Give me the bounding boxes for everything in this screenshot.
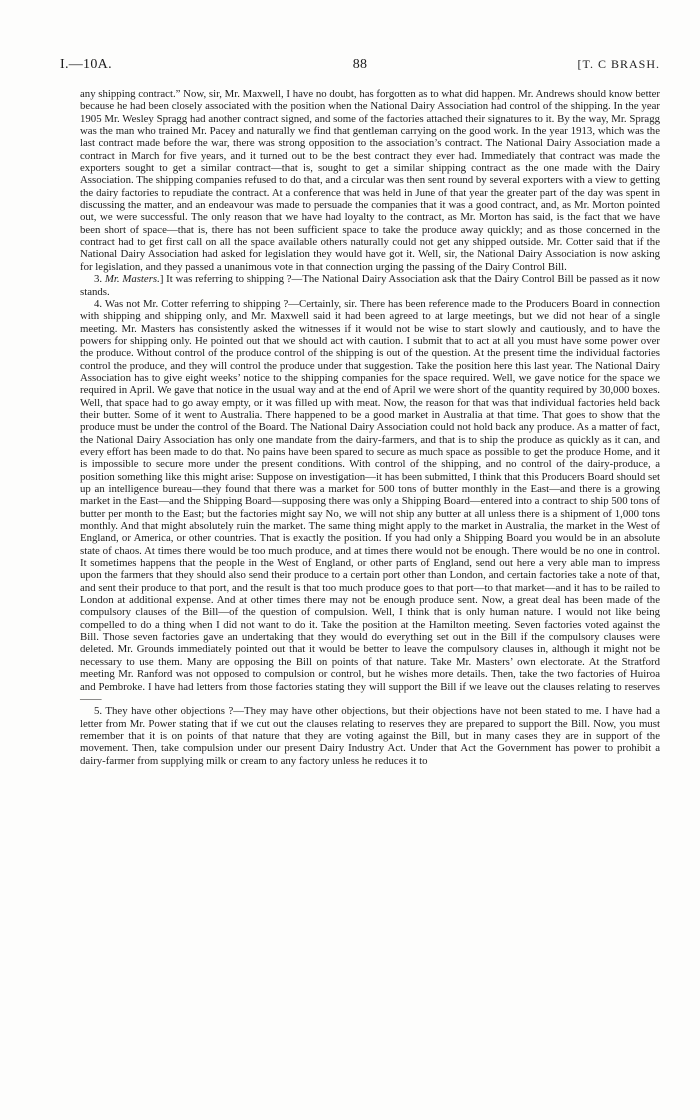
question-number: 4. (94, 297, 103, 310)
page-number: 88 (352, 57, 368, 72)
page-header (60, 57, 660, 79)
paragraph-question-5: 5. They have other objections ?—They may have other objections, but their objections have not been stated to me. I have had a letter from Mr. Power stating that if we cut out the clauses relating to reserves they are prepared to support the Bill. Now, you must remember that it is on points of that nature that they are voting against the Bill, but in many cases they are in support of the movement. Then, take compulsion under our present Dairy Industry Act. Under that Act the Government has power to prohibit a dairy-farmer from supplying milk or cream to any factory unless he reduces it to (80, 705, 660, 767)
document-reference: I.—10A. (60, 57, 112, 72)
paragraph-continuation: any shipping contract.” Now, sir, Mr. Maxwell, I have no doubt, has forgotten as to what did happen. Mr. Andrews should know better because he had been closely associated with the position when the National Dairy Association had control of the shipping. In the year 1905 Mr. Wesley Spragg had another contract signed, and some of the factories attached their signatures to it. By the way, Mr. Spragg was the man who trained Mr. Pacey and naturally we find that gentleman carrying on the good work. In the year 1913, which was the last contract made before the war, there was strong opposition to the association’s contract. The National Dairy Association made a contract in March for five years, and it turned out to be the best contract they ever had. Immediately that contract was made the exporters sought to get a similar contract—that is, sought to get a similar shipping contract as the one made with the Dairy Association. The shipping companies refused to do that, and a circular was then sent round by several exporters with a view to getting the dairy factories to repudiate the contract. At a conference that was held in June of that year the greater part of the day was spent in discussing the matter, and an endeavour was made to persuade the companies that it was a good contract, and, as Mr. Morton pointed out, we were successful. The only reason that we have had loyalty to the contract, as Mr. Morton has said, is the fact that we have been short of space—that is, there has not been sufficient space to take the produce away quickly; and as those concerned in the contract had to get first call on all the space available others naturally could not get any shipped outside. Mr. Cotter said that if the National Dairy Association had asked for legislation they would have got it. Well, sir, the National Dairy Association is now asking for legislation, and they passed a unanimous vote in that connection urging the passing of the Dairy Control Bill. (80, 88, 660, 273)
speaker-name: Mr. Masters. (104, 273, 160, 286)
document-body (80, 88, 660, 767)
witness-name: [T. C BRASH. (577, 57, 660, 71)
question-number: 5. (94, 705, 103, 718)
paragraph-question-3: 3. Mr. Masters.] It was referring to shipping ?—The National Dairy Association ask that the Dairy Control Bill be passed as it now stands. (80, 273, 660, 298)
paragraph-question-4: 4. Was not Mr. Cotter referring to shipping ?—Certainly, sir. There has been reference made to the Producers Board in connection with shipping and shipping only, and Mr. Maxwell said it had been agreed to at large meetings, but we did not hear of a single meeting. Mr. Masters has consistently asked the witnesses if it would not be wise to start slowly and cautiously, and to have the powers for shipping only. He pointed out that we should act with caution. I submit that to act at all you must have some power over the produce. Without control of the produce control of the shipping is out of the question. At the present time the individual factories control the produce, and they will control the produce under that suggestion. Take the position here this last year. The National Dairy Association has to give eight weeks’ notice to the shipping companies for the space required. Well, we gave notice for the space we required in April. We gave that notice in the usual way and at the end of April we were short of the quantity required by 30,000 boxes. Well, that space had to go away empty, or it was filled up with meat. Now, the reason for that was that individual factories held back their butter. Some of it went to Australia. There happened to be a good market in Australia at that time. That goes to show that the produce must be under the control of the Board. The National Dairy Association could not hold back any produce. As a matter of fact, the National Dairy Association has only one mandate from the dairy-farmers, and that is to ship the produce as quickly as it can, and every effort has been made to do that. No pains have been spared to secure as much space as possible to get the produce Home, and it is impossible to secure more under the present conditions. With control of the shipping, and no control of the dairy-produce, a position something like this might arise: Suppose on investigation—it has been submitted, I think that this Producers Board should set up an intelligence bureau—they found that there was a market for 500 tons of butter monthly in the East—and there is a growing market in the East—and the Shipping Board—supposing there was only a Shipping Board—entered into a contract to ship 500 tons of butter per month to the East; but the factories might say No, we will not ship any butter at all unless there is a shipment of 1,000 tons monthly. And that might absolutely ruin the market. The same thing might apply to the market in Australia, the market in the West of England, or America, or other countries. That is exactly the position. If you had only a Shipping Board you would be in an absolute state of chaos. At times there would be too much produce, and at times there would not be enough. There would be no one in control. It sometimes happens that the people in the West of England, or other parts of England, send out here a very able man to impress upon the farmers that they should also send their produce to a certain port other than London, and certain factories take a note of that, and sent their produce to that port, and the result is that too much produce goes to that port—to that market—and it has to be railed to London at additional expense. And at other times there may not be enough produce sent. Now, a great deal has been made of the compulsory clauses of the Bill—of the question of compulsion. Well, I think that is only human nature. I would not like being compelled to do a thing when I did not want to do it. Take the position at the Hamilton meeting. Seven factories voted against the Bill. Those seven factories gave an undertaking that they would do everything set out in the Bill if the compulsory clauses were deleted. Mr. Grounds immediately pointed out that it would be better to leave the compulsory clauses in, although it might not be necessary to use them. Many are opposing the Bill on points of that nature. Take Mr. Masters’ own electorate. At the Stratford meeting Mr. Ranford was not opposed to compulsion or control, but he wishes more details. Then, take the two factories of Huiroa and Pembroke. I have had letters from those factories stating they will support the Bill if we leave out the clauses relating to reserves—— (80, 297, 660, 705)
question-number: 3. (94, 273, 103, 286)
